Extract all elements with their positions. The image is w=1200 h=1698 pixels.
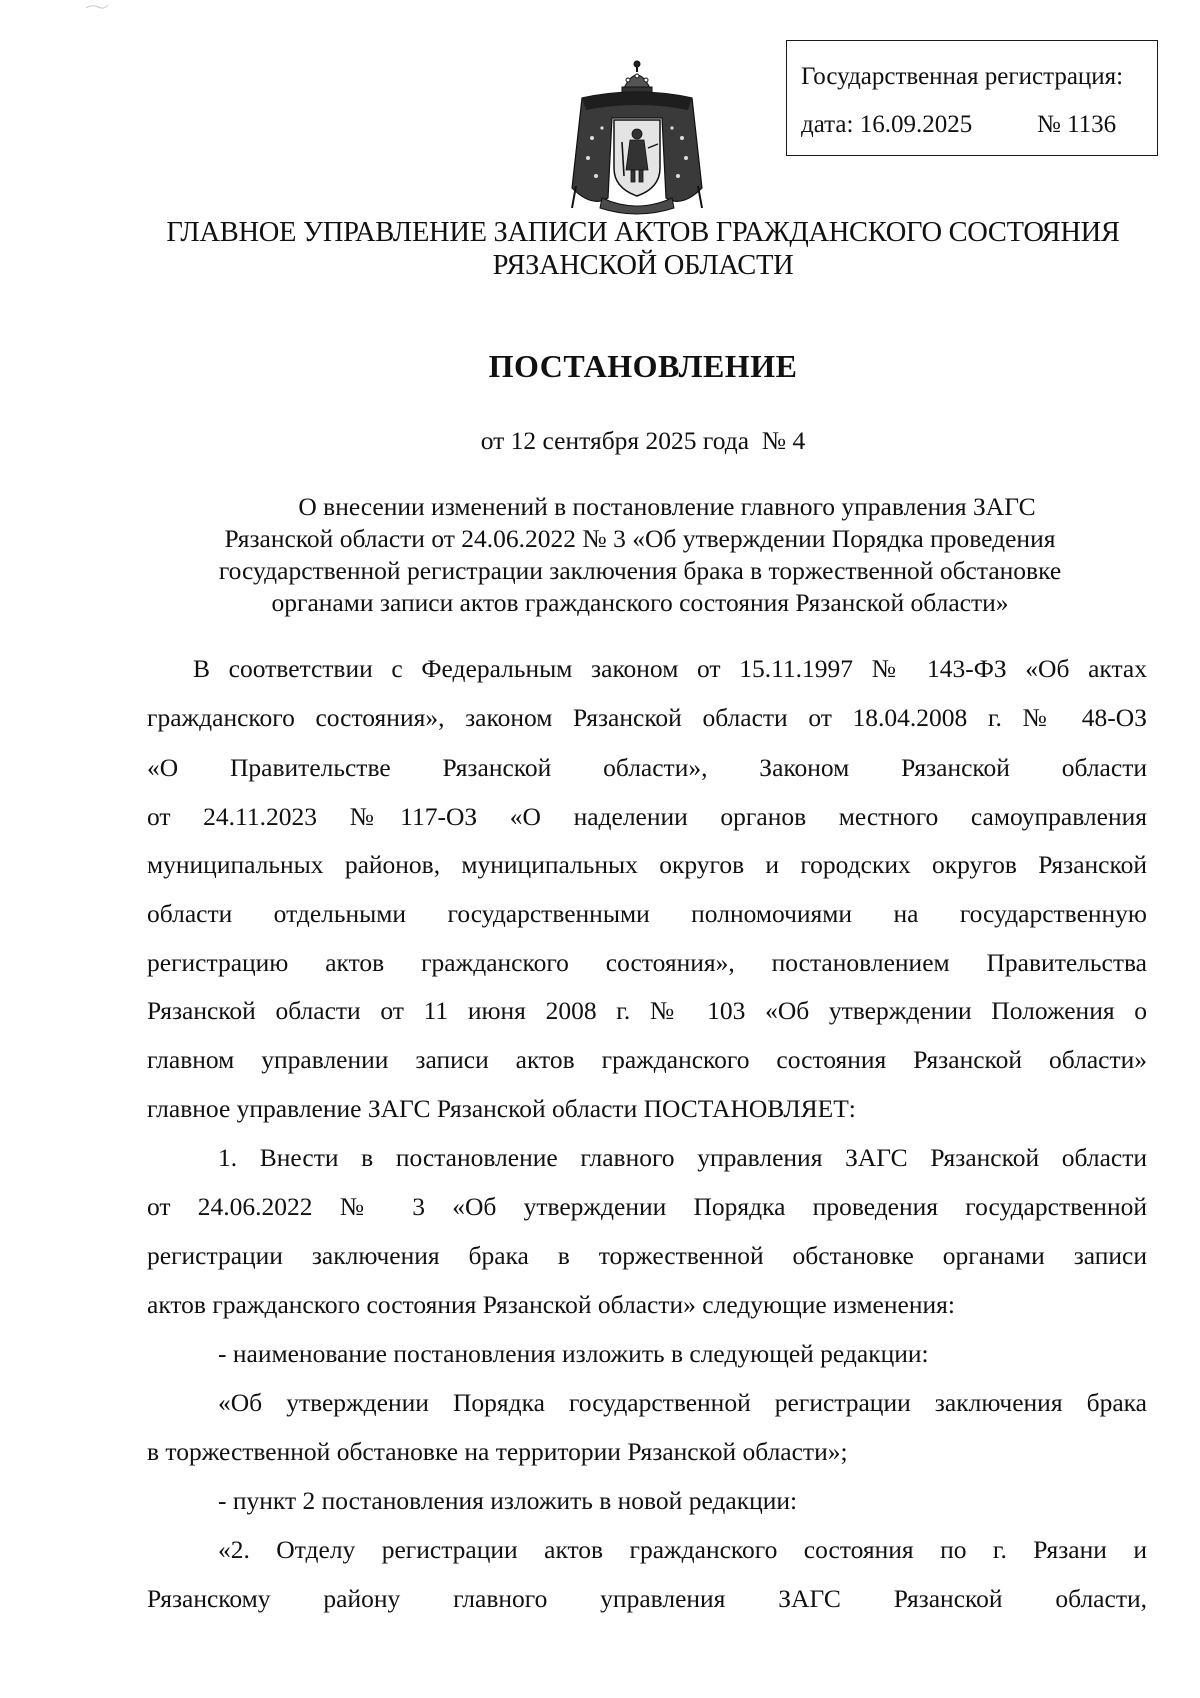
document-date-number: от 12 сентября 2025 года № 4 — [480, 426, 806, 455]
agency-name-line-1: ГЛАВНОЕ УПРАВЛЕНИЕ ЗАПИСИ АКТОВ ГРАЖДАНСКОГО СОСТОЯНИЯ — [166, 217, 1120, 248]
body-line: - пункт 2 постановления изложить в новой редакции: — [218, 1486, 798, 1515]
body-line: в торжественной обстановке на территории Рязанской области»; — [147, 1437, 848, 1466]
body-line: «О Правительстве Рязанской области», Законом Рязанской области — [147, 753, 1147, 782]
document-type-heading: ПОСТАНОВЛЕНИЕ — [488, 348, 798, 384]
body-line: В соответствии с Федеральным законом от 15.11.1997 № 143-ФЗ «Об актах — [193, 654, 1147, 683]
body-line: от 24.06.2022 № 3 «Об утверждении Порядка проведения государственной — [147, 1192, 1147, 1221]
body-line: регистрацию актов гражданского состояния», постановлением Правительства — [147, 948, 1147, 977]
registration-number: № 1136 — [1037, 111, 1117, 138]
body-line: регистрации заключения брака в торжественной обстановке органами записи — [147, 1241, 1147, 1270]
subject-line: органами записи актов гражданского состояния Рязанской области» — [271, 588, 1009, 617]
body-line: 1. Внести в постановление главного управления ЗАГС Рязанской области — [218, 1143, 1147, 1172]
body-line: от 24.11.2023 №117-ОЗ «О наделении органов местного самоуправления — [147, 802, 1147, 831]
body-line: главном управлении записи актов гражданского состояния Рязанской области» — [147, 1045, 1147, 1074]
registration-stamp — [786, 40, 1158, 156]
body-line: - наименование постановления изложить в следующей редакции: — [218, 1339, 929, 1368]
registration-date: дата: 16.09.2025 — [801, 111, 973, 138]
body-line: гражданского состояния», законом Рязанской области от 18.04.2008 г. № 48-ОЗ — [147, 703, 1147, 732]
coat-of-arms-icon — [562, 58, 712, 218]
agency-name-line-2: РЯЗАНСКОЙ ОБЛАСТИ — [492, 250, 794, 281]
body-line: «2. Отделу регистрации актов гражданского состояния по г. Рязани и — [218, 1535, 1147, 1564]
subject-line: государственной регистрации заключения брака в торжественной обстановке — [218, 556, 1062, 585]
registration-title: Государственная регистрация: — [801, 63, 1124, 90]
subject-line: Рязанской области от 24.06.2022 № 3 «Об утверждении Порядка проведения — [224, 524, 1056, 553]
body-line: области отдельными государственными полномочиями на государственную — [147, 899, 1147, 928]
body-line: Рязанскому району главного управления ЗАГС Рязанской области, — [147, 1584, 1147, 1613]
scan-artifact — [84, 2, 110, 12]
body-line: муниципальных районов, муниципальных округов и городских округов Рязанской — [147, 850, 1147, 879]
subject-line: О внесении изменений в постановление главного управления ЗАГС — [298, 492, 1036, 521]
body-line: Рязанской области от 11 июня 2008 г. № 103 «Об утверждении Положения о — [147, 996, 1147, 1025]
body-line: главное управление ЗАГС Рязанской области ПОСТАНОВЛЯЕТ: — [147, 1094, 856, 1123]
body-line: «Об утверждении Порядка государственной регистрации заключения брака — [218, 1388, 1147, 1417]
body-line: актов гражданского состояния Рязанской области» следующие изменения: — [147, 1290, 955, 1319]
